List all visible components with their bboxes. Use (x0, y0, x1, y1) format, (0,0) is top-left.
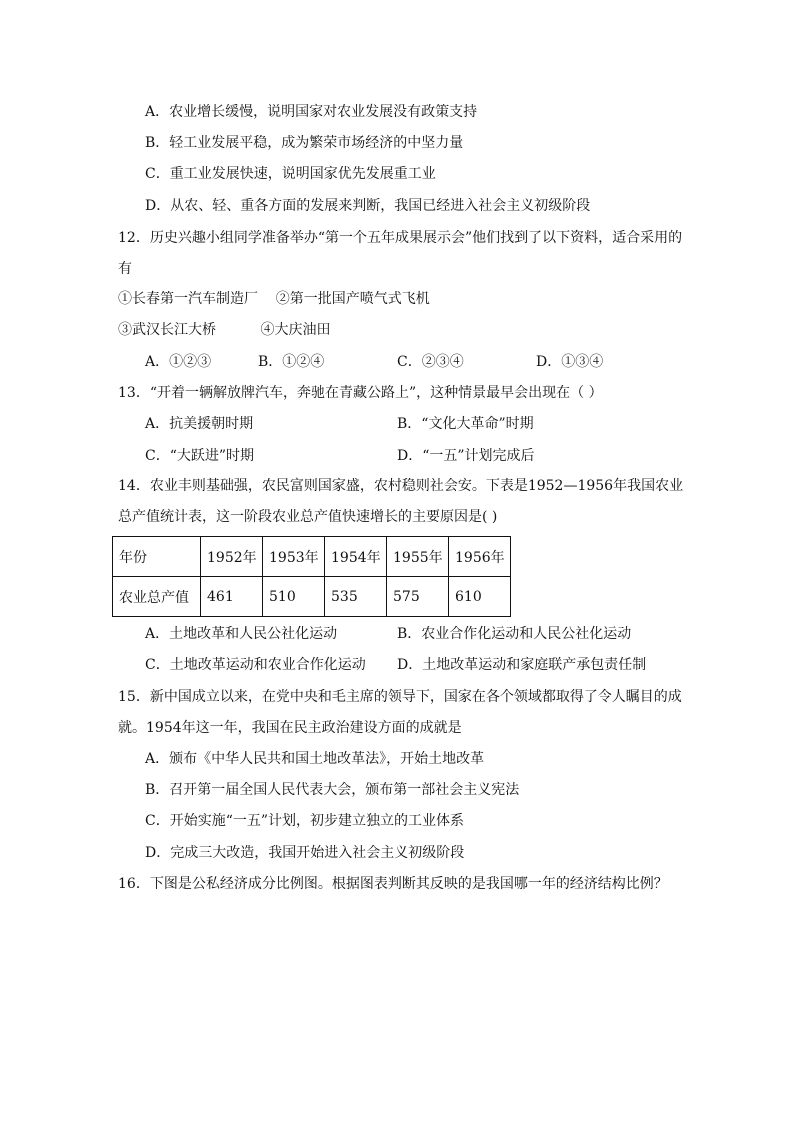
q15-option-d: D．完成三大改造，我国开始进入社会主义初级阶段 (145, 845, 465, 861)
q14-stem-line1: 14．农业丰则基础强，农民富则国家盛，农村稳则社会安。下表是1952—1956年我国农业 (118, 478, 684, 494)
q15-option-a: A．颁布《中华人民共和国土地改革法》，开始土地改革 (145, 751, 485, 767)
q13-stem: 13．“开着一辆解放牌汽车，奔驰在青藏公路上”，这种情景最早会出现在（ ） (118, 385, 603, 401)
q15-stem-line1: 15．新中国成立以来，在党中央和毛主席的领导下，国家在各个领域都取得了令人瞩目的成 (118, 689, 682, 705)
q13-option-d: D．“一五”计划完成后 (397, 448, 535, 464)
q14-option-c: C．土地改革运动和农业合作化运动 (145, 657, 366, 673)
table-cell-value: 461 (201, 577, 263, 617)
table-cell-value: 535 (325, 577, 387, 617)
q11-option-c: C．重工业发展快速，说明国家优先发展重工业 (145, 166, 436, 182)
table-cell-year: 1956年 (449, 537, 511, 577)
table-cell-year: 1952年 (201, 537, 263, 577)
q15-option-b: B．召开第一届全国人民代表大会，颁布第一部社会主义宪法 (145, 782, 520, 798)
q14-option-b: B．农业合作化运动和人民公社化运动 (397, 626, 632, 642)
table-row (113, 537, 511, 577)
q12-items-line2: ③武汉长江大桥 ④大庆油田 (118, 322, 331, 338)
table-header-year: 年份 (113, 537, 201, 577)
table-cell-year: 1953年 (263, 537, 325, 577)
q12-option-c: C．②③④ (397, 354, 464, 370)
table-cell-year: 1955年 (387, 537, 449, 577)
table-cell-value: 610 (449, 577, 511, 617)
table-cell-year: 1954年 (325, 537, 387, 577)
q14-output-table (112, 536, 511, 617)
q15-option-c: C．开始实施“一五”计划，初步建立独立的工业体系 (145, 813, 465, 829)
q11-option-d: D．从农、轻、重各方面的发展来判断，我国已经进入社会主义初级阶段 (145, 198, 591, 214)
q12-items-line1: ①长春第一汽车制造厂 ②第一批国产喷气式飞机 (118, 291, 430, 307)
q11-option-b: B．轻工业发展平稳，成为繁荣市场经济的中坚力量 (145, 135, 464, 151)
q14-stem-line2: 总产值统计表，这一阶段农业总产值快速增长的主要原因是( ) (118, 509, 498, 525)
q13-option-c: C．“大跃进”时期 (145, 448, 255, 464)
q15-stem-line2: 就。1954年这一年，我国在民主政治建设方面的成就是 (118, 720, 462, 736)
q13-option-a: A．抗美援朝时期 (145, 416, 254, 432)
q12-option-d: D．①③④ (536, 354, 604, 370)
q11-option-a: A．农业增长缓慢，说明国家对农业发展没有政策支持 (145, 104, 478, 120)
q14-option-d: D．土地改革运动和家庭联产承包责任制 (397, 657, 647, 673)
q14-option-a: A．土地改革和人民公社化运动 (145, 626, 338, 642)
q12-option-a: A．①②③ (145, 354, 212, 370)
q12-option-b: B．①②④ (258, 354, 325, 370)
table-header-output: 农业总产值 (113, 577, 201, 617)
table-cell-value: 575 (387, 577, 449, 617)
q16-stem: 16．下图是公私经济成分比例图。根据图表判断其反映的是我国哪一年的经济结构比例？ (118, 876, 668, 892)
q12-stem-line1: 12．历史兴趣小组同学准备举办“第一个五年成果展示会”他们找到了以下资料，适合采用的 (118, 230, 683, 246)
q12-stem-line2: 有 (118, 261, 132, 277)
q13-option-b: B．“文化大革命”时期 (397, 416, 534, 432)
table-row (113, 577, 511, 617)
table-cell-value: 510 (263, 577, 325, 617)
